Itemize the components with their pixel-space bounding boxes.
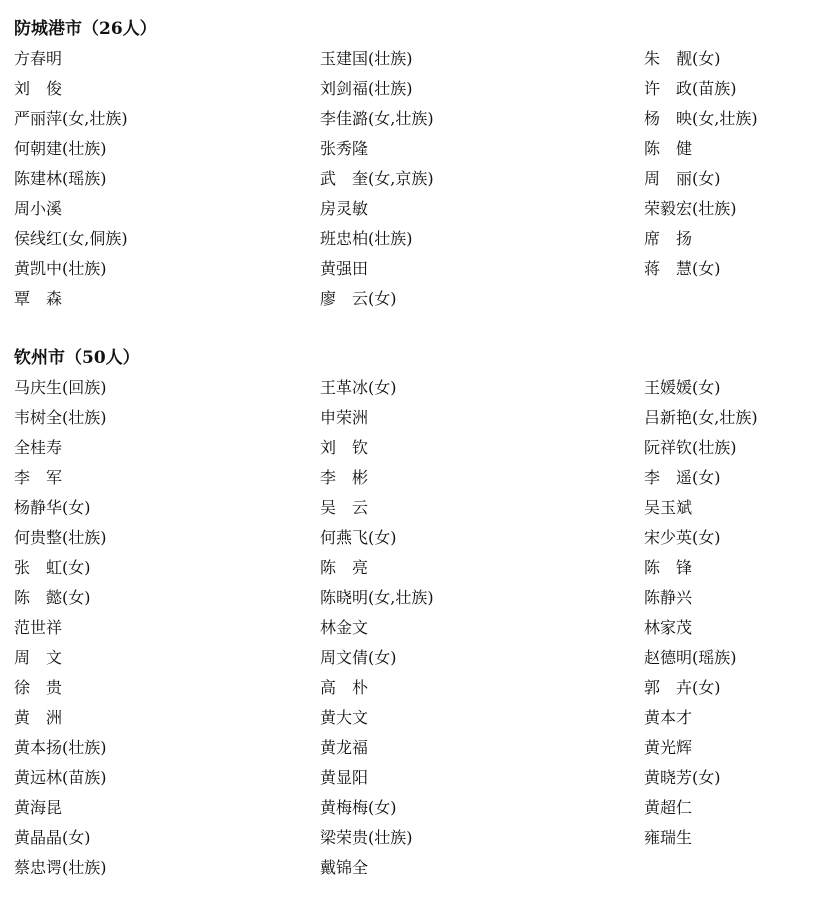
name-entry: 廖 云(女) (320, 289, 397, 308)
name-entry: 陈 健 (644, 139, 693, 158)
name-list (0, 44, 822, 314)
name-entry: 周 文 (14, 648, 63, 667)
name-entry (630, 853, 822, 883)
name-entry: 何朝建(壮族) (14, 139, 107, 158)
name-entry: 马庆生(回族) (14, 378, 107, 397)
name-entry: 蒋 慧(女) (644, 259, 721, 278)
name-entry: 吴玉斌 (644, 498, 693, 517)
name-entry: 李 遥(女) (644, 468, 721, 487)
name-entry: 黄凯中(壮族) (14, 259, 107, 278)
name-entry: 陈 亮 (320, 558, 369, 577)
name-entry: 黄梅梅(女) (320, 798, 397, 817)
name-entry: 杨静华(女) (14, 498, 91, 517)
name-entry: 李 彬 (320, 468, 369, 487)
name-entry: 黄本扬(壮族) (14, 738, 107, 757)
name-entry: 戴锦全 (320, 858, 369, 877)
name-entry: 黄龙福 (320, 738, 369, 757)
name-entry: 黄远林(苗族) (14, 768, 107, 787)
name-entry: 陈静兴 (644, 588, 693, 607)
name-entry: 申荣洲 (320, 408, 369, 427)
name-entry: 黄强田 (320, 259, 369, 278)
name-entry: 陈建林(瑶族) (14, 169, 107, 188)
name-entry: 刘 俊 (14, 79, 63, 98)
name-entry: 刘 钦 (320, 438, 369, 457)
name-entry: 周文倩(女) (320, 648, 397, 667)
name-entry: 侯线红(女,侗族) (14, 229, 128, 248)
name-entry: 李 军 (14, 468, 63, 487)
name-entry: 荣毅宏(壮族) (644, 199, 737, 218)
name-entry: 高 朴 (320, 678, 369, 697)
name-entry: 全桂寿 (14, 438, 63, 457)
name-entry: 朱 靓(女) (644, 49, 721, 68)
name-entry: 陈 锋 (644, 558, 693, 577)
name-entry (630, 284, 822, 314)
name-entry: 林金文 (320, 618, 369, 637)
name-entry: 许 政(苗族) (644, 79, 737, 98)
name-entry: 陈 懿(女) (14, 588, 91, 607)
name-entry: 玉建国(壮族) (320, 49, 413, 68)
name-entry: 张 虹(女) (14, 558, 91, 577)
name-entry: 何贵整(壮族) (14, 528, 107, 547)
name-entry: 赵德明(瑶族) (644, 648, 737, 667)
name-entry: 黄海昆 (14, 798, 63, 817)
name-entry: 黄大文 (320, 708, 369, 727)
name-entry: 武 奎(女,京族) (320, 169, 434, 188)
name-entry: 韦树全(壮族) (14, 408, 107, 427)
name-entry: 范世祥 (14, 618, 63, 637)
name-entry: 黄 洲 (14, 708, 63, 727)
name-entry: 王媛媛(女) (644, 378, 721, 397)
name-entry: 方春明 (14, 49, 63, 68)
name-entry: 席 扬 (644, 229, 693, 248)
name-entry: 王革冰(女) (320, 378, 397, 397)
name-entry: 李佳潞(女,壮族) (320, 109, 434, 128)
name-list (0, 373, 822, 883)
name-entry: 雍瑞生 (644, 828, 693, 847)
name-entry: 蔡忠谔(壮族) (14, 858, 107, 877)
name-entry: 刘剑福(壮族) (320, 79, 413, 98)
name-entry: 黄超仁 (644, 798, 693, 817)
name-entry: 杨 映(女,壮族) (644, 109, 758, 128)
name-entry: 黄显阳 (320, 768, 369, 787)
name-entry: 周 丽(女) (644, 169, 721, 188)
name-entry: 阮祥钦(壮族) (644, 438, 737, 457)
name-entry: 吴 云 (320, 498, 369, 517)
name-entry: 周小溪 (14, 199, 63, 218)
name-entry: 何燕飞(女) (320, 528, 397, 547)
name-entry: 张秀隆 (320, 139, 369, 158)
name-entry: 覃 森 (14, 289, 63, 308)
name-entry: 严丽萍(女,壮族) (14, 109, 128, 128)
name-entry: 郭 卉(女) (644, 678, 721, 697)
section-title: 防城港市（26人） (14, 19, 157, 39)
name-entry: 黄晓芳(女) (644, 768, 721, 787)
name-entry: 黄晶晶(女) (14, 828, 91, 847)
name-entry: 房灵敏 (320, 199, 369, 218)
name-entry: 黄本才 (644, 708, 693, 727)
name-entry: 宋少英(女) (644, 528, 721, 547)
name-entry: 班忠柏(壮族) (320, 229, 413, 248)
section-title: 钦州市（50人） (14, 348, 140, 368)
name-entry: 陈晓明(女,壮族) (320, 588, 434, 607)
name-entry: 林家茂 (644, 618, 693, 637)
name-entry: 黄光辉 (644, 738, 693, 757)
name-entry: 梁荣贵(壮族) (320, 828, 413, 847)
name-entry: 吕新艳(女,壮族) (644, 408, 758, 427)
name-entry: 徐 贵 (14, 678, 63, 697)
